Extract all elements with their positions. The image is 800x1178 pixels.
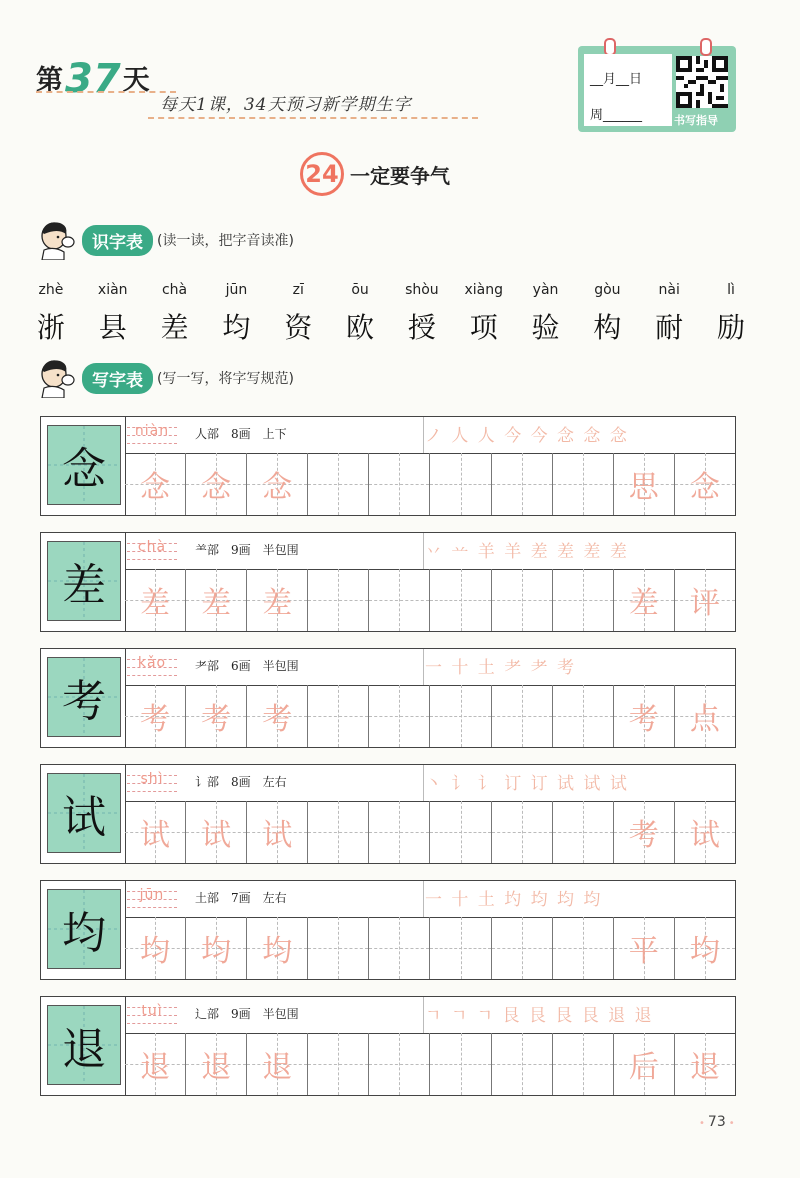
week-field[interactable]: 周______ [590, 108, 643, 123]
practice-cell[interactable] [246, 685, 307, 747]
hanzi-char: 构 [593, 311, 622, 344]
lesson-number: 24 [300, 152, 344, 196]
model-char-box [47, 773, 121, 853]
trace-char: 均 [262, 934, 293, 969]
practice-cell[interactable] [185, 917, 246, 979]
date-card [578, 46, 736, 132]
model-char: 考 [62, 676, 106, 727]
practice-cell[interactable] [125, 917, 185, 979]
recognition-item [85, 282, 141, 346]
practice-cell[interactable] [429, 453, 490, 515]
radical-strokes-info: 讠部 8画 左右 [195, 775, 287, 789]
practice-cell[interactable] [674, 453, 735, 515]
practice-cell[interactable] [125, 453, 185, 515]
pinyin-label: gòu [594, 282, 621, 298]
subtitle-divider [148, 117, 478, 119]
trace-char: 考 [201, 702, 232, 737]
model-char: 差 [62, 560, 106, 611]
practice-cell[interactable] [429, 685, 490, 747]
word-char: 点 [689, 702, 720, 737]
recognition-item [641, 282, 697, 346]
practice-cell[interactable] [368, 569, 429, 631]
writing-block [40, 764, 736, 864]
char-info-row [125, 765, 735, 801]
stroke-order: 一 十 土 圴 均 均 均 [425, 890, 603, 910]
practice-cell[interactable] [185, 801, 246, 863]
trace-char: 差 [140, 586, 171, 621]
model-char-box [47, 425, 121, 505]
recognition-note: (读一读，把字音读准) [157, 233, 294, 249]
trace-char: 差 [201, 586, 232, 621]
pinyin-box [127, 1001, 177, 1029]
practice-cell[interactable] [429, 1033, 490, 1095]
practice-cell[interactable] [613, 801, 674, 863]
day-prefix: 第 [36, 65, 63, 96]
reading-boy-icon [36, 220, 80, 260]
practice-cell[interactable] [429, 917, 490, 979]
recognition-item [23, 282, 79, 346]
hanzi-char: 县 [98, 311, 127, 344]
pinyin-box [127, 421, 177, 449]
info-divider [423, 417, 424, 453]
practice-cell[interactable] [429, 569, 490, 631]
qr-code-icon[interactable] [676, 56, 728, 108]
recognition-item [394, 282, 450, 346]
hanzi-char: 资 [284, 311, 313, 344]
practice-cell[interactable] [307, 685, 368, 747]
practice-cell[interactable] [368, 801, 429, 863]
practice-cell[interactable] [368, 1033, 429, 1095]
recognition-item [270, 282, 326, 346]
pinyin-text: niàn [134, 423, 170, 439]
recognition-item [332, 282, 388, 346]
info-divider [423, 533, 424, 569]
reading-boy-icon [36, 358, 80, 398]
recognition-item [147, 282, 203, 346]
pinyin-label: lì [727, 282, 735, 298]
practice-cell[interactable] [552, 1033, 613, 1095]
practice-cell[interactable] [613, 453, 674, 515]
binder-ring-icon [700, 38, 712, 56]
pinyin-box [127, 653, 177, 681]
hanzi-char: 欧 [346, 311, 375, 344]
practice-cell[interactable] [185, 1033, 246, 1095]
recognition-item [518, 282, 574, 346]
header-subtitle: 每天1课，34天预习新学期生字 [160, 95, 412, 115]
writing-header [36, 358, 294, 398]
hanzi-char: 浙 [36, 311, 65, 344]
word-char: 平 [628, 934, 659, 969]
pinyin-label: zhè [38, 282, 64, 298]
word-char: 念 [689, 470, 720, 505]
practice-cell[interactable] [185, 685, 246, 747]
pinyin-text: tuì [141, 1003, 163, 1019]
practice-cell[interactable] [674, 685, 735, 747]
char-info-row [125, 997, 735, 1033]
model-char-box [47, 889, 121, 969]
pinyin-text: chà [137, 539, 167, 555]
writing-note: (写一写，将字写规范) [157, 371, 294, 387]
lesson-title: 一定要争气 [350, 163, 450, 188]
practice-cell[interactable] [552, 801, 613, 863]
date-panel [584, 54, 672, 126]
practice-cell[interactable] [368, 917, 429, 979]
recognition-list [20, 282, 762, 346]
model-char: 退 [62, 1024, 106, 1075]
word-char: 考 [628, 818, 659, 853]
word-char: 退 [689, 1050, 720, 1085]
recognition-item [456, 282, 512, 346]
writing-block [40, 532, 736, 632]
word-char: 试 [689, 818, 720, 853]
hanzi-char: 授 [407, 311, 436, 344]
practice-cell[interactable] [613, 569, 674, 631]
practice-cell[interactable] [552, 569, 613, 631]
hanzi-char: 耐 [655, 311, 684, 344]
recognition-badge: 识字表 [82, 225, 153, 256]
practice-cell[interactable] [307, 453, 368, 515]
practice-cell[interactable] [674, 917, 735, 979]
recognition-item [579, 282, 635, 346]
day-number: 37 [65, 56, 121, 102]
header-divider [36, 91, 176, 93]
practice-cell[interactable] [429, 801, 490, 863]
practice-cells [125, 685, 735, 747]
trace-char: 试 [262, 818, 293, 853]
practice-cell[interactable] [613, 917, 674, 979]
stroke-order: 一 十 土 耂 耂 考 [425, 658, 577, 678]
stroke-order: ノ 人 人 今 今 念 念 念 [425, 426, 629, 446]
word-char: 评 [689, 586, 720, 621]
trace-char: 念 [262, 470, 293, 505]
pinyin-label: xiàng [464, 282, 503, 298]
practice-cell[interactable] [185, 453, 246, 515]
practice-cell[interactable] [613, 1033, 674, 1095]
pinyin-label: shòu [405, 282, 439, 298]
practice-cells [125, 917, 735, 979]
model-char: 试 [62, 792, 106, 843]
pinyin-text: jūn [139, 887, 165, 903]
char-info-row [125, 533, 735, 569]
practice-cell[interactable] [125, 1033, 185, 1095]
practice-cell[interactable] [552, 917, 613, 979]
trace-char: 试 [201, 818, 232, 853]
pinyin-box [127, 769, 177, 797]
date-field[interactable]: __月__日 [590, 72, 643, 87]
char-info-row [125, 417, 735, 453]
info-divider [423, 765, 424, 801]
practice-cell[interactable] [125, 569, 185, 631]
practice-cell[interactable] [674, 1033, 735, 1095]
trace-char: 考 [140, 702, 171, 737]
practice-cells [125, 569, 735, 631]
char-info-row [125, 881, 735, 917]
radical-strokes-info: 耂部 6画 半包围 [195, 659, 299, 673]
trace-char: 试 [140, 818, 171, 853]
model-char: 念 [62, 444, 106, 495]
trace-char: 念 [140, 470, 171, 505]
practice-cell[interactable] [552, 685, 613, 747]
practice-cell[interactable] [368, 453, 429, 515]
stroke-order: ㄱ ㄱ ㄱ 艮 艮 艮 艮 退 退 [425, 1006, 654, 1026]
practice-cell[interactable] [491, 917, 552, 979]
radical-strokes-info: 土部 7画 左右 [195, 891, 287, 905]
word-char: 差 [628, 586, 659, 621]
stroke-order: 丷 䒑 羊 羊 差 差 差 差 [425, 542, 629, 562]
pinyin-label: yàn [532, 282, 559, 298]
pinyin-label: jūn [225, 282, 248, 298]
day-suffix: 天 [122, 65, 150, 96]
practice-cell[interactable] [246, 801, 307, 863]
pinyin-box [127, 885, 177, 913]
pinyin-label: chà [161, 282, 188, 298]
info-divider [423, 649, 424, 685]
trace-char: 考 [262, 702, 293, 737]
model-char-box [47, 1005, 121, 1085]
writing-block [40, 416, 736, 516]
writing-block [40, 996, 736, 1096]
practice-cells [125, 801, 735, 863]
hanzi-char: 验 [531, 311, 560, 344]
practice-cell[interactable] [307, 569, 368, 631]
pinyin-text: kǎo [137, 655, 167, 671]
practice-cell[interactable] [491, 453, 552, 515]
practice-cell[interactable] [246, 453, 307, 515]
recognition-item [703, 282, 759, 346]
qr-label: 书写指导 [674, 114, 718, 127]
writing-badge: 写字表 [82, 363, 153, 394]
writing-block [40, 880, 736, 980]
practice-cell[interactable] [552, 453, 613, 515]
page-number: • 73 • [696, 1114, 738, 1130]
radical-strokes-info: 人部 8画 上下 [195, 427, 287, 441]
char-info-row [125, 649, 735, 685]
trace-char: 差 [262, 586, 293, 621]
practice-cell[interactable] [246, 569, 307, 631]
hanzi-char: 励 [717, 311, 746, 344]
practice-cell[interactable] [613, 685, 674, 747]
trace-char: 退 [140, 1050, 171, 1085]
practice-cell[interactable] [185, 569, 246, 631]
hanzi-char: 项 [469, 311, 498, 344]
pinyin-label: xiàn [97, 282, 128, 298]
trace-char: 退 [262, 1050, 293, 1085]
practice-cell[interactable] [125, 801, 185, 863]
practice-cell[interactable] [491, 569, 552, 631]
practice-cells [125, 1033, 735, 1095]
trace-char: 念 [201, 470, 232, 505]
trace-char: 退 [201, 1050, 232, 1085]
hanzi-char: 均 [222, 311, 251, 344]
lesson-heading [300, 152, 450, 196]
model-char: 均 [62, 908, 106, 959]
pinyin-label: zī [292, 282, 304, 298]
hanzi-char: 差 [160, 311, 189, 344]
word-char: 思 [628, 470, 659, 505]
word-char: 后 [628, 1050, 659, 1085]
practice-cell[interactable] [307, 801, 368, 863]
practice-cell[interactable] [491, 801, 552, 863]
practice-cell[interactable] [307, 917, 368, 979]
model-char-box [47, 541, 121, 621]
writing-block [40, 648, 736, 748]
practice-cell[interactable] [125, 685, 185, 747]
practice-cell[interactable] [307, 1033, 368, 1095]
practice-cell[interactable] [674, 569, 735, 631]
info-divider [423, 997, 424, 1033]
radical-strokes-info: 辶部 9画 半包围 [195, 1007, 299, 1021]
trace-char: 均 [201, 934, 232, 969]
practice-cell[interactable] [368, 685, 429, 747]
practice-cell[interactable] [246, 1033, 307, 1095]
word-char: 均 [689, 934, 720, 969]
practice-cell[interactable] [491, 685, 552, 747]
pinyin-label: nài [658, 282, 680, 298]
practice-cell[interactable] [491, 1033, 552, 1095]
practice-cell[interactable] [246, 917, 307, 979]
trace-char: 均 [140, 934, 171, 969]
pinyin-text: shì [140, 771, 164, 787]
pinyin-box [127, 537, 177, 565]
practice-cell[interactable] [674, 801, 735, 863]
stroke-order: 丶 讠 讠 订 订 试 试 试 [425, 774, 629, 794]
recognition-item [208, 282, 264, 346]
info-divider [423, 881, 424, 917]
practice-cells [125, 453, 735, 515]
radical-strokes-info: ⺷部 9画 半包围 [195, 543, 299, 557]
recognition-header [36, 220, 294, 260]
model-char-box [47, 657, 121, 737]
pinyin-label: ōu [351, 282, 369, 298]
word-char: 考 [628, 702, 659, 737]
